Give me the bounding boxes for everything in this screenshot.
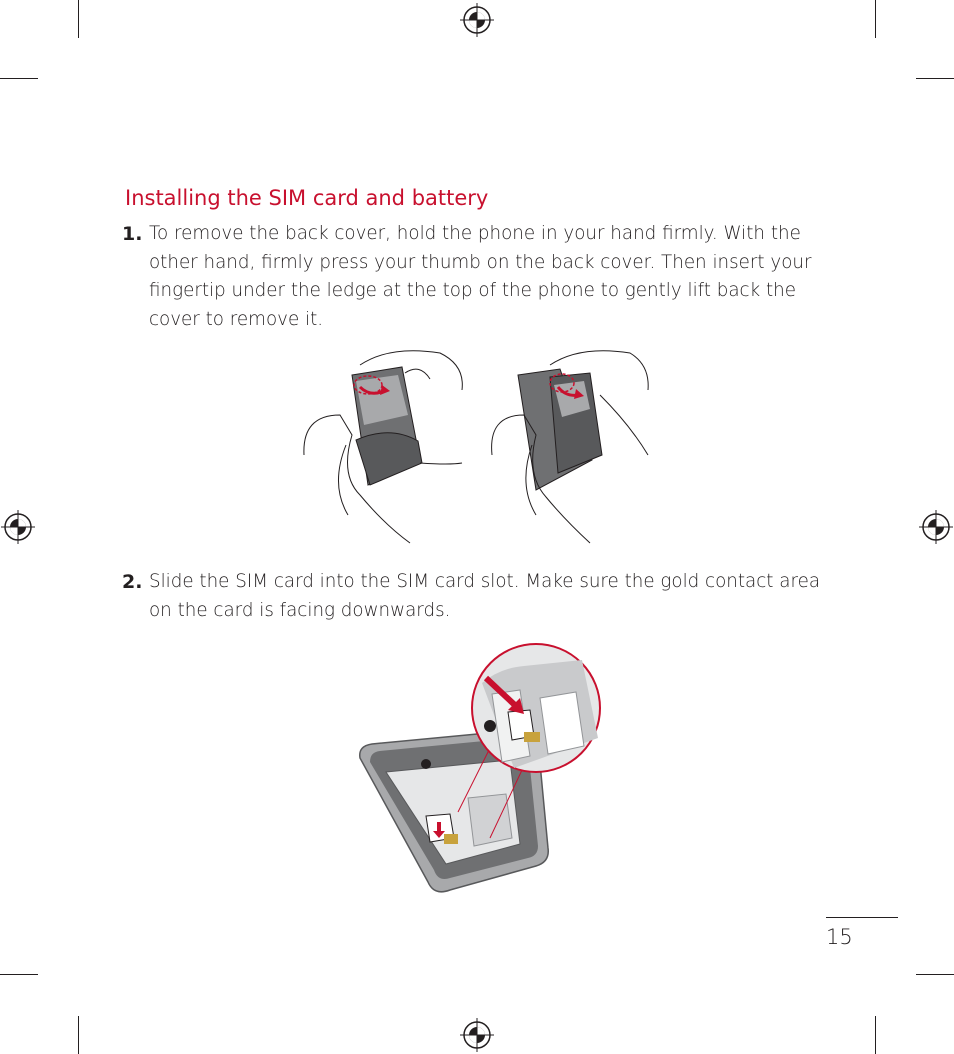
insert-sim-card-illustration bbox=[350, 638, 605, 903]
step-1-number: 1. bbox=[122, 223, 143, 245]
phone-cover-left bbox=[352, 367, 422, 485]
registration-mark-icon bbox=[460, 3, 494, 37]
step-2-number: 2. bbox=[122, 571, 143, 593]
step-1-text: To remove the back cover, hold the phone in your hand firmly. With the other hand, firmly press your thumb on the back cover. Then insert your fingertip under the ledge at the top of the phone to gently lift back the cover to remove it. bbox=[149, 223, 812, 330]
crop-mark-top-left-horizontal bbox=[0, 78, 38, 79]
step-2 bbox=[122, 568, 822, 625]
crop-mark-bottom-right-horizontal bbox=[916, 974, 954, 975]
section-title: Installing the SIM card and battery bbox=[125, 186, 489, 210]
step-1 bbox=[122, 220, 822, 334]
page-number: 15 bbox=[826, 925, 853, 949]
crop-mark-bottom-left-vertical bbox=[78, 1016, 79, 1054]
remove-back-cover-illustration bbox=[300, 345, 650, 545]
crop-mark-bottom-right-vertical bbox=[875, 1016, 876, 1054]
step-2-text: Slide the SIM card into the SIM card slot. Make sure the gold contact area on the card is facing downwards. bbox=[149, 571, 821, 621]
crop-mark-top-right-horizontal bbox=[916, 78, 954, 79]
crop-mark-top-right-vertical bbox=[875, 0, 876, 38]
crop-mark-top-left-vertical bbox=[78, 0, 79, 38]
crop-mark-bottom-left-horizontal bbox=[0, 974, 38, 975]
registration-mark-icon bbox=[919, 510, 953, 544]
zoom-detail bbox=[472, 644, 600, 772]
footer-rule bbox=[826, 917, 898, 918]
registration-mark-icon bbox=[460, 1018, 494, 1052]
registration-mark-icon bbox=[1, 510, 35, 544]
